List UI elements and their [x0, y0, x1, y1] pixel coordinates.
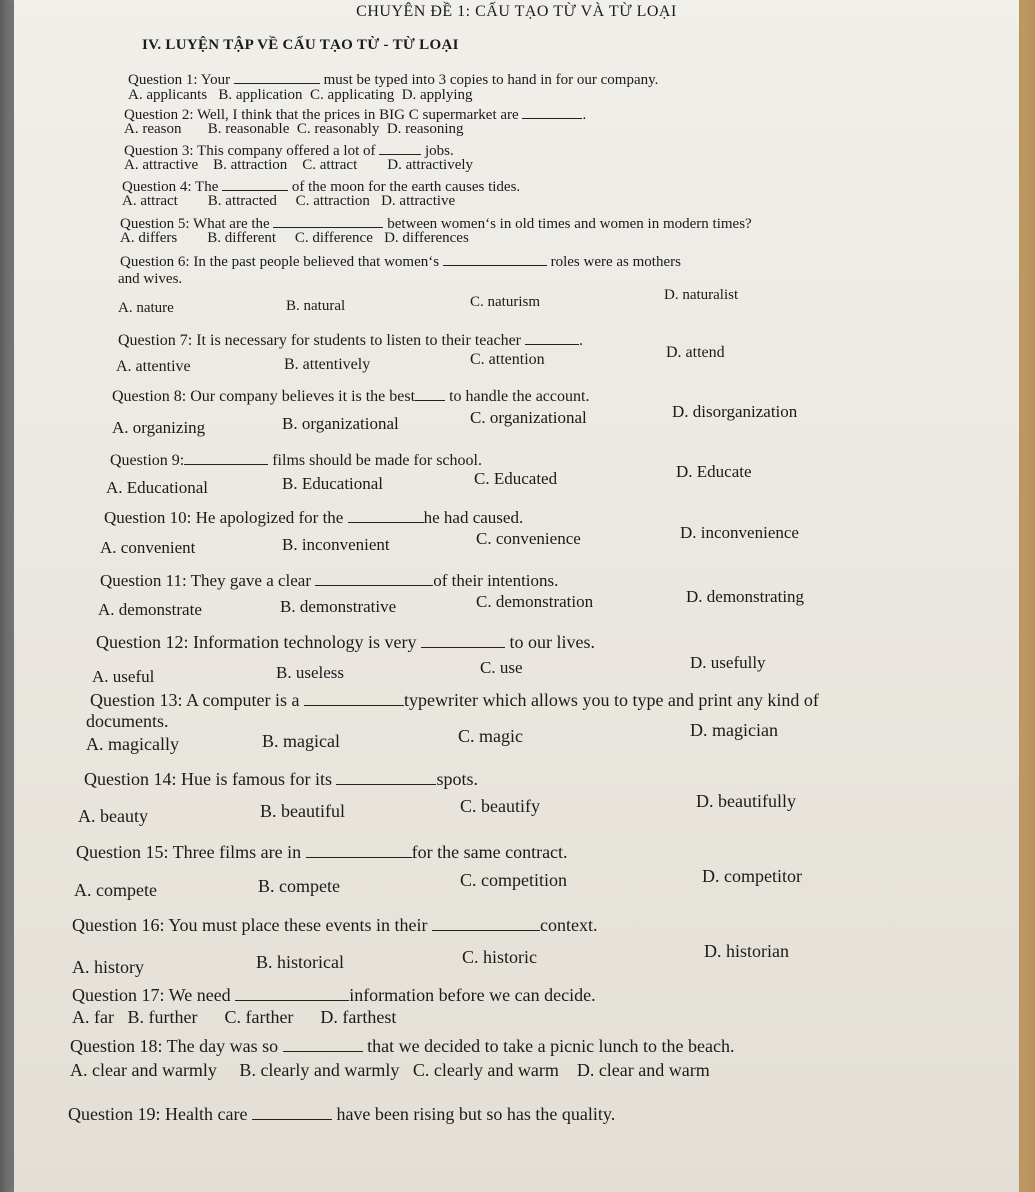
answer-blank[interactable] — [283, 1033, 363, 1052]
answer-blank[interactable] — [252, 1101, 332, 1120]
question-3-stem: Question 3: This company offered a lot of — [124, 143, 376, 159]
question-15-option-a: A. compete — [74, 880, 157, 900]
question-14 — [84, 766, 478, 790]
question-9 — [110, 448, 482, 470]
question-12-option-d: D. usefully — [690, 653, 766, 672]
question-13-continuation: documents. — [86, 711, 169, 731]
worksheet-header: CHUYÊN ĐỀ 1: CẤU TẠO TỪ VÀ TỪ LOẠI — [356, 3, 677, 20]
question-8-rest: to handle the account. — [449, 388, 590, 405]
question-16-option-b: B. historical — [256, 952, 344, 972]
worksheet-paper — [14, 0, 1019, 1192]
question-2-stem: Question 2: Well, I think that the prices in BIG C supermarket are — [124, 107, 519, 123]
question-7-option-d: D. attend — [666, 344, 725, 361]
question-9-option-b: B. Educational — [282, 474, 384, 493]
question-7-option-c: C. attention — [470, 351, 545, 368]
question-8-option-c: C. organizational — [470, 408, 587, 427]
question-6-rest: roles were as mothers — [550, 254, 681, 270]
answer-blank[interactable] — [315, 568, 433, 586]
question-2-options: A. reason B. reasonable C. reasonably D. reasoning — [124, 121, 464, 137]
answer-blank[interactable] — [415, 384, 445, 401]
question-15-option-d: D. competitor — [702, 866, 802, 886]
question-10-option-b: B. inconvenient — [282, 535, 390, 554]
question-10-stem: Question 10: He apologized for the — [104, 508, 344, 527]
question-12 — [96, 629, 595, 653]
question-12-option-a: A. useful — [92, 667, 155, 686]
question-4-options: A. attract B. attracted C. attraction D. attractive — [122, 193, 456, 209]
question-4-rest: of the moon for the earth causes tides. — [291, 179, 521, 195]
answer-blank[interactable] — [336, 766, 436, 785]
question-19-stem: Question 19: Health care — [68, 1104, 248, 1124]
question-14-option-b: B. beautiful — [260, 801, 345, 821]
question-9-rest: films should be made for school. — [272, 452, 482, 469]
question-6-option-c: C. naturism — [470, 294, 540, 310]
question-13-stem: Question 13: A computer is a — [90, 690, 300, 710]
question-5-stem: Question 5: What are the — [120, 216, 270, 232]
answer-blank[interactable] — [525, 328, 579, 345]
question-11 — [100, 568, 558, 591]
question-8-stem: Question 8: Our company believes it is the best — [112, 388, 416, 405]
question-16 — [72, 912, 597, 936]
question-15 — [76, 839, 568, 863]
question-10-option-c: C. convenience — [476, 529, 581, 548]
question-16-option-d: D. historian — [704, 941, 789, 961]
answer-blank[interactable] — [184, 448, 268, 465]
question-16-stem: Question 16: You must place these events in their — [72, 915, 428, 935]
answer-blank[interactable] — [348, 505, 424, 523]
answer-blank[interactable] — [273, 212, 383, 228]
question-14-rest: spots. — [436, 769, 478, 789]
question-12-stem: Question 12: Information technology is very — [96, 632, 417, 652]
question-14-option-c: C. beautify — [460, 796, 540, 816]
question-15-option-c: C. competition — [460, 870, 567, 890]
question-14-stem: Question 14: Hue is famous for its — [84, 769, 332, 789]
question-6-stem: Question 6: In the past people believed that women‘s — [120, 254, 440, 270]
question-13 — [90, 687, 819, 711]
answer-blank[interactable] — [443, 250, 547, 266]
question-13-option-d: D. magician — [690, 720, 778, 740]
question-1 — [128, 68, 658, 89]
question-12-option-b: B. useless — [276, 663, 344, 682]
question-6-option-b: B. natural — [286, 298, 346, 314]
question-12-option-c: C. use — [480, 658, 523, 677]
question-11-option-c: C. demonstration — [476, 592, 594, 611]
question-7 — [118, 328, 583, 350]
question-18-stem: Question 18: The day was so — [70, 1036, 279, 1056]
question-1-options: A. applicants B. application C. applicating D. applying — [128, 87, 473, 103]
question-15-rest: for the same contract. — [411, 842, 568, 862]
answer-blank[interactable] — [432, 912, 540, 931]
question-8-option-d: D. disorganization — [672, 402, 798, 421]
question-15-stem: Question 15: Three films are in — [76, 842, 302, 862]
answer-blank[interactable] — [421, 629, 505, 648]
question-6 — [120, 250, 681, 271]
question-13-rest: typewriter which allows you to type and print any kind of — [403, 690, 819, 710]
question-9-option-a: A. Educational — [106, 478, 208, 497]
question-17 — [72, 982, 596, 1006]
answer-blank[interactable] — [522, 103, 582, 119]
question-7-option-a: A. attentive — [116, 358, 191, 375]
question-10-option-d: D. inconvenience — [680, 523, 799, 542]
question-1-stem: Question 1: Your — [128, 72, 231, 88]
question-12-rest: to our lives. — [509, 632, 595, 652]
question-16-option-a: A. history — [72, 957, 144, 977]
question-13-option-c: C. magic — [458, 726, 523, 746]
question-19 — [68, 1101, 615, 1125]
question-9-option-d: D. Educate — [676, 462, 752, 481]
question-5-options: A. differs B. different C. difference D. differences — [120, 230, 469, 246]
question-9-option-c: C. Educated — [474, 469, 558, 488]
question-14-option-a: A. beauty — [78, 806, 148, 826]
answer-blank[interactable] — [234, 68, 320, 84]
question-8 — [112, 384, 589, 406]
question-9-stem: Question 9: — [110, 452, 185, 469]
question-11-option-a: A. demonstrate — [98, 600, 202, 619]
question-17-rest: information before we can decide. — [349, 985, 596, 1005]
question-1-rest: must be typed into 3 copies to hand in for our company. — [323, 72, 659, 88]
question-6-continuation: and wives. — [118, 271, 183, 287]
question-7-option-b: B. attentively — [284, 356, 371, 373]
question-18-options: A. clear and warmly B. clearly and warmly C. clearly and warm D. clear and warm — [70, 1060, 710, 1080]
question-11-rest: of their intentions. — [433, 571, 559, 590]
question-10-option-a: A. convenient — [100, 538, 196, 557]
question-11-option-d: D. demonstrating — [686, 587, 805, 606]
question-2-rest: . — [582, 107, 587, 123]
question-13-option-a: A. magically — [86, 734, 179, 754]
question-10 — [104, 505, 523, 528]
question-11-option-b: B. demonstrative — [280, 597, 397, 616]
question-7-rest: . — [579, 332, 584, 349]
section-title: IV. LUYỆN TẬP VỀ CẤU TẠO TỪ - TỪ LOẠI — [142, 37, 459, 53]
question-11-stem: Question 11: They gave a clear — [100, 571, 312, 590]
question-16-option-c: C. historic — [462, 947, 537, 967]
question-15-option-b: B. compete — [258, 876, 340, 896]
answer-blank[interactable] — [235, 982, 349, 1001]
question-14-option-d: D. beautifully — [696, 791, 796, 811]
question-8-option-a: A. organizing — [112, 418, 206, 437]
question-7-stem: Question 7: It is necessary for students to listen to their teacher — [118, 332, 522, 349]
question-16-rest: context. — [539, 915, 598, 935]
question-17-stem: Question 17: We need — [72, 985, 231, 1005]
question-4-stem: Question 4: The — [122, 179, 219, 195]
answer-blank[interactable] — [222, 175, 288, 191]
question-5-rest: between women‘s in old times and women in modern times? — [387, 216, 752, 232]
question-3-rest: jobs. — [424, 143, 454, 159]
question-17-options: A. far B. further C. farther D. farthest — [72, 1007, 397, 1027]
answer-blank[interactable] — [379, 139, 421, 155]
question-6-option-d: D. naturalist — [664, 287, 739, 303]
question-18 — [70, 1033, 735, 1057]
answer-blank[interactable] — [304, 687, 404, 706]
question-19-rest: have been rising but so has the quality. — [336, 1104, 616, 1124]
question-8-option-b: B. organizational — [282, 414, 399, 433]
question-6-option-a: A. nature — [118, 300, 174, 316]
question-13-option-b: B. magical — [262, 731, 340, 751]
question-3-options: A. attractive B. attraction C. attract D. attractively — [124, 157, 474, 173]
question-18-rest: that we decided to take a picnic lunch to the beach. — [367, 1036, 735, 1056]
question-10-rest: he had caused. — [423, 508, 524, 527]
answer-blank[interactable] — [306, 839, 412, 858]
